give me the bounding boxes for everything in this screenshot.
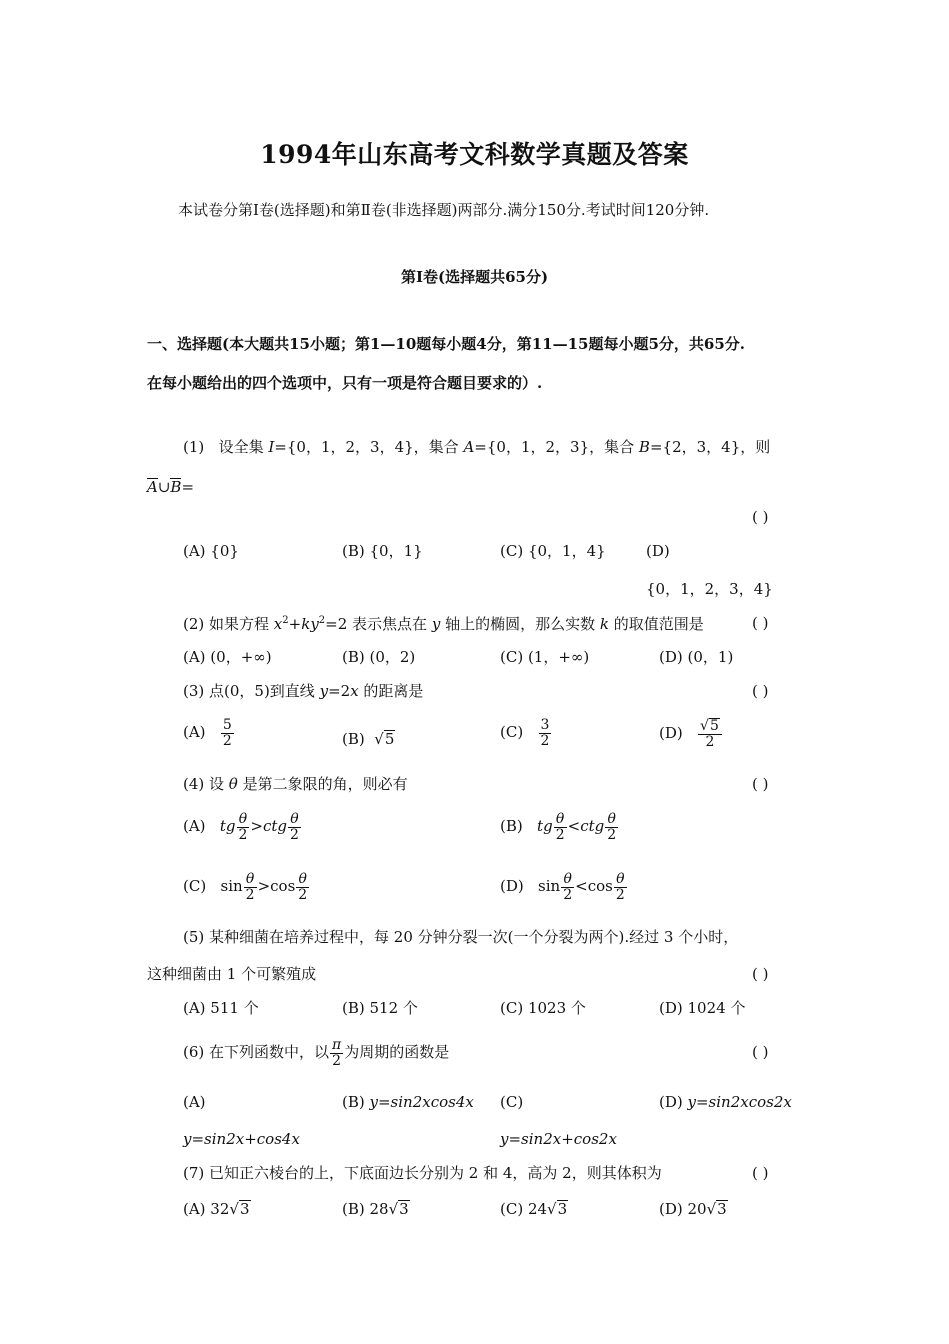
question-5-answer-blank: ( )	[752, 965, 769, 983]
question-3-option-b: (B) √5	[342, 730, 395, 748]
question-7-answer-blank: ( )	[752, 1164, 769, 1182]
question-5-option-a: (A) 511 个	[183, 999, 259, 1017]
section-instructions-line2: 在每小题给出的四个选项中，只有一项是符合题目要求的）.	[147, 374, 543, 392]
question-7-option-d: (D) 20√3	[659, 1200, 727, 1218]
question-1-stem: (1) 设全集 I={0，1，2，3，4}，集合 A={0，1，2，3}，集合 B={2，3，4}，则	[183, 438, 771, 456]
question-3-answer-blank: ( )	[752, 682, 769, 700]
fraction: $\frac{5}{2}$	[222, 717, 232, 749]
question-1-option-c: (C) {0，1，4}	[500, 542, 606, 560]
question-6-answer-blank: ( )	[752, 1043, 769, 1061]
question-2-option-c: (C) (1，+∞)	[500, 648, 590, 666]
section-instructions-line1: 一、选择题(本大题共15小题；第1—10题每小题4分，第11—15题每小题5分，共65分.	[147, 335, 746, 353]
question-1-label: (1)	[183, 438, 205, 456]
question-4-option-d: (D) sin $\frac{\theta}{2}$ <cos $\frac{\theta}{2}$	[500, 871, 625, 903]
fraction: $\frac{\pi}{2}$	[332, 1037, 342, 1069]
question-1-option-d-value: {0，1，2，3，4}	[646, 580, 773, 598]
question-7-option-b: (B) 28√3	[342, 1200, 409, 1218]
question-1-option-a: (A) {0}	[183, 542, 239, 560]
intro-text: 本试卷分第Ⅰ卷(选择题)和第Ⅱ卷(非选择题)两部分.满分150分.考试时间120分钟.	[178, 201, 710, 219]
question-4-answer-blank: ( )	[752, 775, 769, 793]
question-3-option-a: (A) $\frac{5}{2}$	[183, 717, 232, 749]
question-2-option-d: (D) (0，1)	[659, 648, 734, 666]
question-6-option-a-expression: y=sin2x+cos4x	[183, 1130, 300, 1148]
question-7-option-c: (C) 24√3	[500, 1200, 568, 1218]
question-7-option-a: (A) 32√3	[183, 1200, 250, 1218]
question-2-answer-blank: ( )	[752, 614, 769, 632]
part1-heading: 第Ⅰ卷(选择题共65分)	[400, 268, 549, 286]
question-6-stem: (6) 在下列函数中，以 $\frac{\pi}{2}$ 为周期的函数是	[183, 1037, 450, 1069]
fraction: $\frac{√5}{2}$	[698, 718, 722, 750]
question-1-option-b: (B) {0，1}	[342, 542, 423, 560]
question-5-stem-line2: 这种细菌由 1 个可繁殖成	[147, 965, 317, 983]
question-6-option-c-expression: y=sin2x+cos2x	[500, 1130, 617, 1148]
fraction: $\frac{3}{2}$	[540, 717, 550, 749]
question-2-option-a: (A) (0，+∞)	[183, 648, 272, 666]
question-4-option-c: (C) sin $\frac{\theta}{2}$ >cos $\frac{\theta}{2}$	[183, 871, 308, 903]
question-2-stem: (2) 如果方程 $x^2+ky^2=2$ 表示焦点在 y 轴上的椭圆，那么实数 k 的取值范围是	[183, 615, 704, 633]
question-1-option-d: (D)	[646, 542, 670, 560]
question-4-option-b: (B) tg $\frac{\theta}{2}$ <ctg $\frac{\theta}{2}$	[500, 811, 617, 843]
question-5-option-b: (B) 512 个	[342, 999, 418, 1017]
question-6-option-d: (D) y=sin2xcos2x	[659, 1093, 792, 1111]
question-2-option-b: (B) (0，2)	[342, 648, 416, 666]
question-5-option-d: (D) 1024 个	[659, 999, 746, 1017]
question-1-expression: A∪B=	[147, 478, 195, 496]
question-3-stem: (3) 点(0，5)到直线 y=2x 的距离是	[183, 682, 424, 700]
question-6-option-a: (A)	[183, 1093, 206, 1111]
question-6-option-b: (B) y=sin2xcos4x	[342, 1093, 474, 1111]
question-5-option-c: (C) 1023 个	[500, 999, 586, 1017]
question-5-stem-line1: (5) 某种细菌在培养过程中，每 20 分钟分裂一次(一个分裂为两个).经过 3 个小时，	[183, 928, 739, 946]
question-4-stem: (4) 设 θ 是第二象限的角，则必有	[183, 775, 408, 793]
question-3-option-c: (C) $\frac{3}{2}$	[500, 717, 550, 749]
question-6-option-c: (C)	[500, 1093, 524, 1111]
question-4-option-a: (A) tg $\frac{\theta}{2}$ >ctg $\frac{\theta}{2}$	[183, 811, 299, 843]
document-title: 1994年山东高考文科数学真题及答案	[260, 140, 689, 169]
question-1-answer-blank: ( )	[752, 508, 769, 526]
question-3-option-d: (D) $\frac{√5}{2}$	[659, 718, 723, 750]
question-7-stem: (7) 已知正六棱台的上，下底面边长分别为 2 和 4，高为 2，则其体积为	[183, 1164, 662, 1182]
